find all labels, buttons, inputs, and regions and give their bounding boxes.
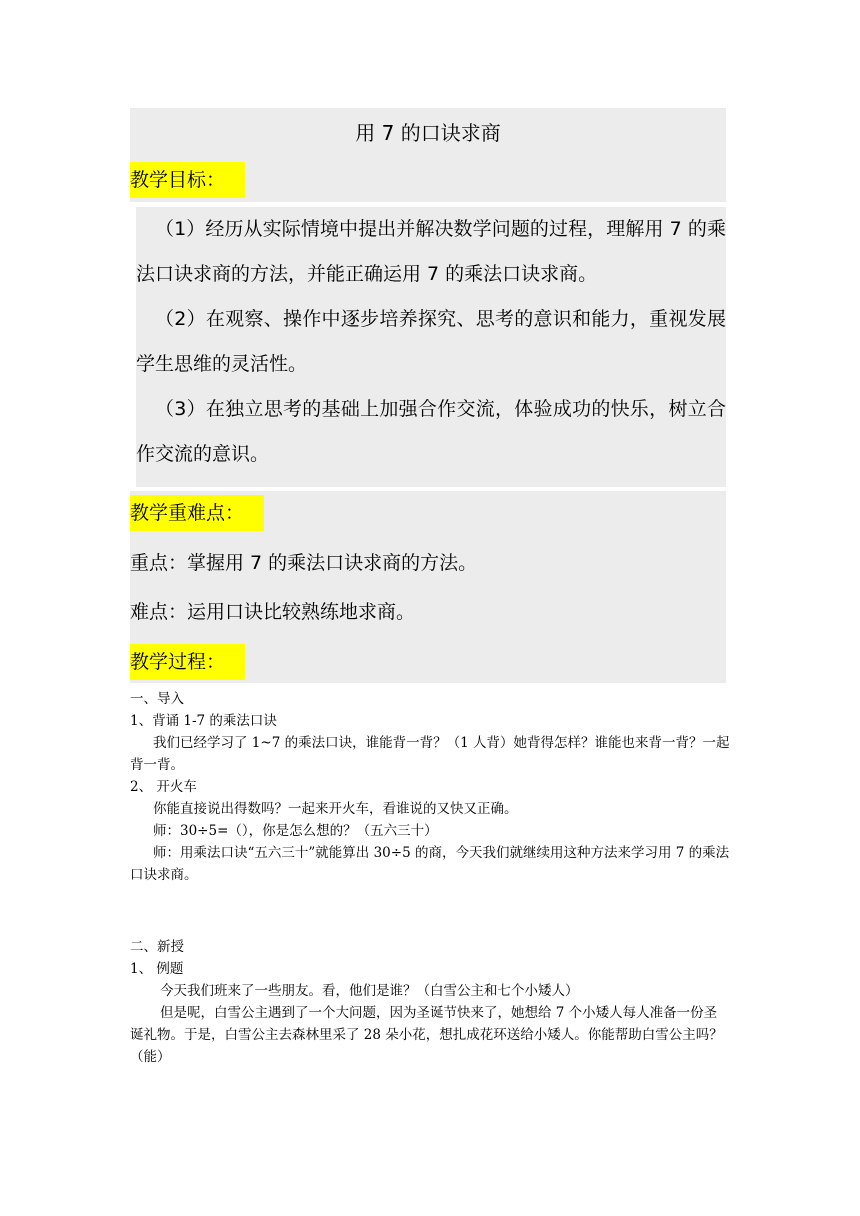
section-heading: 一、导入 [130, 691, 184, 707]
paragraph: 师：30÷5=（），你是怎么想的？（五六三十） [153, 823, 438, 839]
paragraph: 但是呢，白雪公主遇到了一个大问题，因为圣诞节快来了，她想给 7 个小矮人每人准备一份圣诞礼物。于是，白雪公主去森林里采了 28 朵小花，想扎成花环送给小矮人。你能帮助白雪公主吗？（能） [130, 1005, 723, 1065]
objective-item: （3）在独立思考的基础上加强合作交流，体验成功的快乐，树立合作交流的意识。 [136, 398, 726, 465]
key-point: 重点：掌握用 7 的乘法口诀求商的方法。 [130, 552, 478, 574]
section-heading: 二、新授 [130, 939, 184, 955]
objectives-heading: 教学目标： [130, 162, 245, 198]
process-heading: 教学过程： [130, 644, 245, 680]
objectives-list [136, 207, 726, 477]
paragraph: 今天我们班来了一些朋友。看，他们是谁？（白雪公主和七个小矮人） [160, 983, 579, 999]
page-title: 用 7 的口诀求商 [355, 121, 501, 145]
objective-item: （2）在观察、操作中逐步培养探究、思考的意识和能力，重视发展学生思维的灵活性。 [136, 308, 726, 375]
objective-item: （1）经历从实际情境中提出并解决数学问题的过程，理解用 7 的乘法口诀求商的方法，并能正确运用 7 的乘法口诀求商。 [136, 218, 726, 285]
section-new-lesson [130, 936, 730, 1068]
section-intro [130, 688, 730, 886]
paragraph: 师：用乘法口诀“五六三十”就能算出 30÷5 的商，今天我们就继续用这种方法来学习用 7 的乘法口诀求商。 [130, 845, 730, 883]
item-title: 1、背诵 1-7 的乘法口诀 [130, 713, 277, 729]
difficulty-point: 难点：运用口诀比较熟练地求商。 [130, 601, 416, 623]
keypoints-heading: 教学重难点： [130, 495, 264, 531]
paragraph: 你能直接说出得数吗？一起来开火车，看谁说的又快又正确。 [153, 801, 518, 817]
item-title: 2、 开火车 [130, 779, 197, 795]
paragraph: 我们已经学习了 1~7 的乘法口诀，谁能背一背？（1 人背）她背得怎样？谁能也来背一背？一起背一背。 [130, 735, 730, 773]
item-title: 1、 例题 [130, 961, 184, 977]
